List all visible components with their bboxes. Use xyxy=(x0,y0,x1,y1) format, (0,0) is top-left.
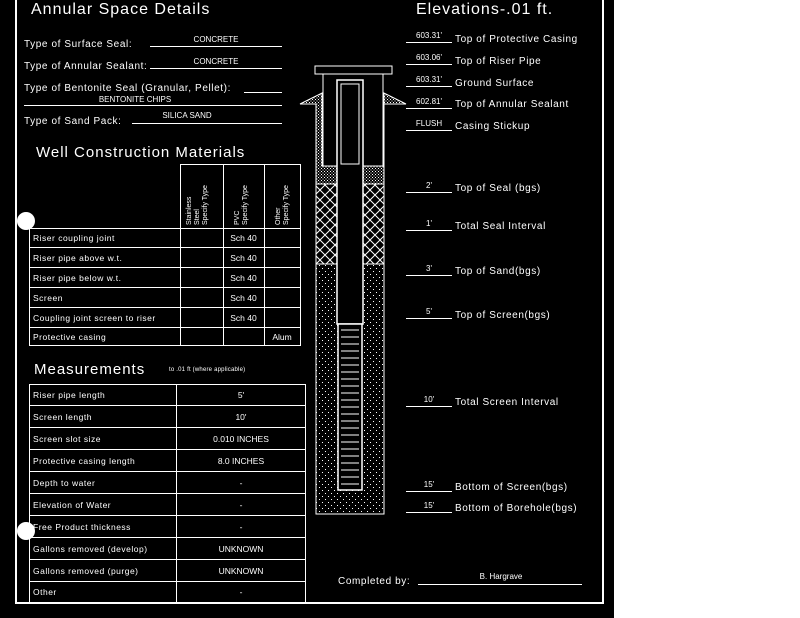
measurement-label: Riser pipe length xyxy=(30,385,177,406)
annular-sealant-label: Type of Annular Sealant: xyxy=(24,61,148,72)
elev-value: 602.81' xyxy=(416,97,442,106)
material-label: Riser pipe below w.t. xyxy=(30,268,181,288)
depth-value: 1' xyxy=(426,219,432,228)
well-screen xyxy=(338,324,362,490)
materials-title: Well Construction Materials xyxy=(36,144,246,161)
depth-label: Total Screen Interval xyxy=(455,397,559,408)
elev-label: Top of Protective Casing xyxy=(455,34,578,45)
measurement-value: UNKNOWN xyxy=(177,538,306,560)
col-header-other: Other Specify Type xyxy=(275,185,290,225)
material-label: Riser pipe above w.t. xyxy=(30,248,181,268)
material-pvc-cell: Sch 40 xyxy=(223,248,264,268)
depth-line xyxy=(406,491,452,492)
depth-value: 10' xyxy=(423,395,435,404)
measurement-value: - xyxy=(177,582,306,603)
material-label: Riser coupling joint xyxy=(30,229,181,248)
material-label: Screen xyxy=(30,288,181,308)
elev-line xyxy=(406,86,452,87)
material-pvc-cell: Sch 40 xyxy=(223,288,264,308)
measurement-label: Gallons removed (purge) xyxy=(30,560,177,582)
measurement-value: - xyxy=(177,516,306,538)
col-header-pvc: PVC Specify Type xyxy=(234,185,249,225)
depth-label: Bottom of Borehole(bgs) xyxy=(455,503,578,514)
elev-label: Casing Stickup xyxy=(455,121,531,132)
annular-title: Annular Space Details xyxy=(31,1,211,18)
elev-label: Top of Riser Pipe xyxy=(455,56,542,67)
surface-seal-value: CONCRETE xyxy=(193,35,239,44)
measurement-value: UNKNOWN xyxy=(177,560,306,582)
elev-line xyxy=(406,64,452,65)
depth-label: Bottom of Screen(bgs) xyxy=(455,482,568,493)
sand-pack-value: SILICA SAND xyxy=(162,111,212,120)
depth-line xyxy=(406,275,452,276)
completed-line xyxy=(418,584,582,585)
measurement-value: 5' xyxy=(177,385,306,406)
annular-sealant-value: CONCRETE xyxy=(193,57,239,66)
elev-label: Ground Surface xyxy=(455,78,534,89)
bentonite-value: BENTONITE CHIPS xyxy=(98,95,172,104)
depth-line xyxy=(406,406,452,407)
depth-value: 2' xyxy=(426,181,432,190)
measurement-value: 10' xyxy=(177,406,306,428)
depth-value: 15' xyxy=(423,501,435,510)
measurement-value: 0.010 INCHES xyxy=(177,428,306,450)
measurement-label: Free Product thickness xyxy=(30,516,177,538)
bentonite-label: Type of Bentonite Seal (Granular, Pellet): xyxy=(24,83,231,94)
elev-value: 603.06' xyxy=(416,53,442,62)
surface-seal-label: Type of Surface Seal: xyxy=(24,39,133,50)
measurement-label: Protective casing length xyxy=(30,450,177,472)
depth-line xyxy=(406,512,452,513)
depth-value: 15' xyxy=(423,480,435,489)
depth-label: Top of Screen(bgs) xyxy=(455,310,551,321)
material-other-cell: Alum xyxy=(264,328,300,346)
material-pvc-cell: Sch 40 xyxy=(223,229,264,248)
measurement-label: Screen slot size xyxy=(30,428,177,450)
measurement-label: Screen length xyxy=(30,406,177,428)
completed-label: Completed by: xyxy=(338,576,411,587)
measurement-value: - xyxy=(177,494,306,516)
depth-line xyxy=(406,230,452,231)
completed-value: B. Hargrave xyxy=(479,572,523,581)
elev-value: 603.31' xyxy=(416,31,442,40)
depth-value: 3' xyxy=(426,264,432,273)
measurement-label: Elevation of Water xyxy=(30,494,177,516)
elev-value: FLUSH xyxy=(415,119,443,128)
protective-cap xyxy=(315,66,392,74)
measurement-label: Depth to water xyxy=(30,472,177,494)
material-label: Coupling joint screen to riser xyxy=(30,308,181,328)
col-header-stainless: Stainless Steel Specify Type xyxy=(186,185,209,225)
depth-value: 5' xyxy=(426,307,432,316)
elev-line xyxy=(406,42,452,43)
depth-label: Top of Seal (bgs) xyxy=(455,183,541,194)
measurements-title: Measurements xyxy=(34,361,146,378)
elev-line xyxy=(406,130,452,131)
elev-line xyxy=(406,108,452,109)
material-label: Protective casing xyxy=(30,328,181,346)
measurement-label: Gallons removed (develop) xyxy=(30,538,177,560)
sand-pack-label: Type of Sand Pack: xyxy=(24,116,122,127)
depth-label: Total Seal Interval xyxy=(455,221,546,232)
measurements-note: to .01 ft (where applicable) xyxy=(169,367,246,373)
measurement-label: Other xyxy=(30,582,177,603)
elev-label: Top of Annular Sealant xyxy=(455,99,569,110)
depth-label: Top of Sand(bgs) xyxy=(455,266,541,277)
measurement-value: 8.0 INCHES xyxy=(177,450,306,472)
material-pvc-cell: Sch 40 xyxy=(223,268,264,288)
measurement-value: - xyxy=(177,472,306,494)
depth-line xyxy=(406,192,452,193)
elev-value: 603.31' xyxy=(416,75,442,84)
elevations-title: Elevations-.01 ft. xyxy=(416,1,554,18)
material-pvc-cell: Sch 40 xyxy=(223,308,264,328)
depth-line xyxy=(406,318,452,319)
